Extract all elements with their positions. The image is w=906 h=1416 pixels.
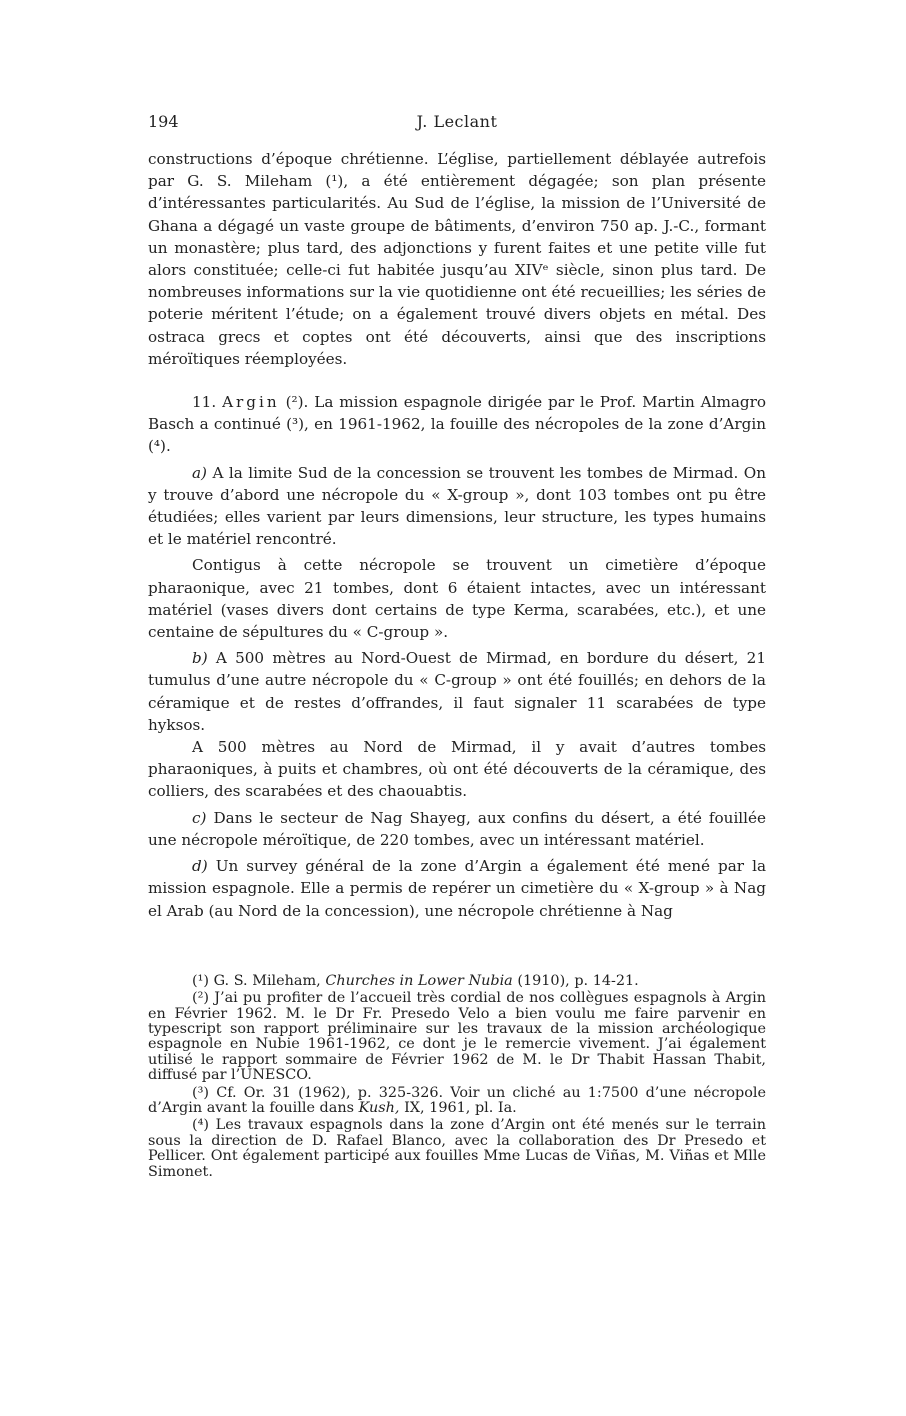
body-text (148, 148, 766, 922)
running-head (148, 112, 766, 136)
item-letter-a: a) (192, 463, 207, 482)
footnote-4-text: Les travaux espagnols dans la zone d’Argin ont été menés sur le terrain sous la direction de D. Rafael Blanco, avec la collaboration des Dr Presedo et Pellicer. Ont également participé aux fouilles Mme Lucas de Viñas, M. Viñas et Mlle Simonet. (148, 1117, 766, 1180)
page (148, 112, 766, 1180)
footnote-1 (148, 974, 766, 989)
footnote-4 (148, 1118, 766, 1180)
section-gap (148, 370, 766, 391)
footnote-3-text: Cf. Or. 31 (1962), p. 325-326. Voir un cliché au 1:7500 d’une nécropole d’Argin avant la fouille dans (148, 1084, 766, 1116)
item-letter-c: c) (192, 808, 207, 827)
paragraph-b-continued: A 500 mètres au Nord de Mirmad, il y avait d’autres tombes pharaoniques, à puits et chambres, où ont été découverts de la céramique, des colliers, des scarabées et des chaouabtis. (148, 738, 766, 801)
footnote-1-author: G. S. Mileham, (213, 972, 321, 989)
section-title-argin: Argin (222, 393, 280, 412)
footnote-3-journal: Kush, (358, 1099, 400, 1116)
footnote-1-ref: (1910), p. 14-21. (517, 972, 639, 989)
footnotes (148, 974, 766, 1180)
footnote-mark: (¹) (192, 972, 209, 989)
paragraph-c (148, 807, 766, 851)
paragraph-a-text: A la limite Sud de la concession se trouvent les tombes de Mirmad. On y trouve d’abord une nécropole du « X-group », dont 103 tombes ont pu être étudiées; elles varient par leurs dimensions, leur structure, les types humains et le matériel rencontré. (148, 463, 766, 549)
paragraph-a (148, 462, 766, 551)
paragraph-d (148, 855, 766, 922)
item-letter-b: b) (192, 649, 208, 668)
paragraph-b-text: A 500 mètres au Nord-Ouest de Mirmad, en bordure du désert, 21 tumulus d’une autre nécropole du « C-group » ont été fouillés; en dehors de la céramique et de restes d’offrandes, il faut signaler 11 scarabées de type hyksos. (148, 649, 766, 734)
footnote-ref: (²). (285, 393, 309, 412)
paragraph-d-text: Un survey général de la zone d’Argin a également été mené par la mission espagnole. Elle a permis de repérer un cimetière du « X-group » à Nag el Arab (au Nord de la concession), une nécropole chrétienne à Nag (148, 857, 767, 920)
section-11-paragraph (148, 391, 766, 458)
section-number: 11. (192, 393, 217, 412)
footnote-mark: (³) (192, 1084, 209, 1101)
footnote-mark: (²) (192, 990, 209, 1007)
paragraph-c-text: Dans le secteur de Nag Shayeg, aux confins du désert, a été fouillée une nécropole méroïtique, de 220 tombes, avec un intéressant matériel. (148, 808, 766, 849)
footnote-3-ref: IX, 1961, pl. Ia. (404, 1099, 517, 1116)
paragraph-a-continued: Contigus à cette nécropole se trouvent un cimetière d’époque pharaonique, avec 21 tombes, dont 6 étaient intactes, avec un intéressant matériel (vases divers dont certains de type Kerma, scarabées, etc.), et une centaine de sépultures du « C-group ». (148, 556, 766, 642)
item-letter-d: d) (192, 857, 208, 876)
footnote-1-title: Churches in Lower Nubia (325, 972, 513, 989)
running-title: J. Leclant (416, 112, 498, 131)
section-text: La mission espagnole dirigée par le Prof. Martin Almagro Basch a continué (³), en 1961-1962, la fouille des nécropoles de la zone d’Argin (⁴). (148, 393, 767, 456)
paragraph-continued: constructions d’époque chrétienne. L’église, partiellement déblayée autrefois par G. S. Mileham (¹), a été entièrement dégagée; son plan présente d’intéressantes particularités. Au Sud de l’église, la mission de l’Université de Ghana a dégagé un vaste groupe de bâtiments, d’environ 750 ap. J.-C., formant un monastère; plus tard, des adjonctions y furent faites et une petite ville fut alors constituée; celle-ci fut habitée jusqu’au XIVᵉ siècle, sinon plus tard. De nombreuses informations sur la vie quotidienne ont été recueillies; les séries de poterie méritent l’étude; on a également trouvé divers objets en métal. Des ostraca grecs et coptes ont été découverts, ainsi que des inscriptions méroïtiques réemployées. (148, 150, 766, 368)
footnote-mark: (⁴) (192, 1117, 209, 1134)
footnote-3 (148, 1086, 766, 1117)
footnote-2 (148, 991, 766, 1083)
page-number: 194 (148, 112, 179, 131)
footnote-2-text: J’ai pu profiter de l’accueil très cordial de nos collègues espagnols à Argin en Février 1962. M. le Dr Fr. Presedo Velo a bien voulu me faire parvenir en typescript son rapport préliminaire sur les travaux de la mission archéologique espagnole en Nubie 1961-1962, ce dont je le remercie vivement. J’ai également utilisé le rapport sommaire de Février 1962 de M. le Dr Thabit Hassan Thabit, diffusé par l’UNESCO. (148, 990, 766, 1084)
paragraph-b (148, 647, 766, 736)
